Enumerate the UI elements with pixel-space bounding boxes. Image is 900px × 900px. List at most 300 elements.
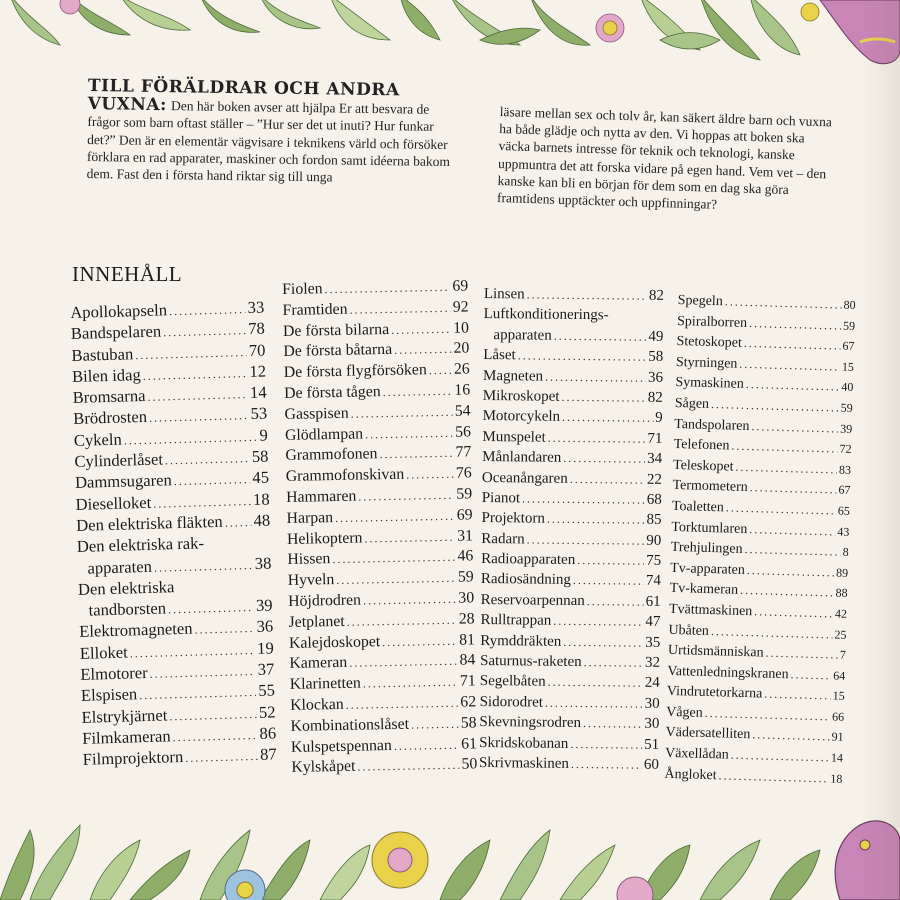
- toc-leader-dots: [350, 402, 453, 425]
- toc-page-number: 9: [655, 410, 663, 427]
- toc-page-number: 89: [835, 565, 849, 580]
- toc-page-number: 43: [837, 524, 850, 539]
- toc-leader-dots: [169, 299, 246, 322]
- toc-entry: [664, 763, 843, 789]
- toc-leader-dots: [570, 734, 642, 755]
- toc-page-number: 69: [452, 277, 469, 295]
- toc-entry-name: Termometern: [672, 478, 748, 496]
- toc-leader-dots: [365, 422, 453, 444]
- toc-leader-dots: [790, 664, 831, 686]
- toc-entry-name: Motorcykeln: [482, 408, 561, 426]
- toc-page-number: 75: [646, 552, 662, 569]
- top-leaves: [10, 0, 800, 60]
- toc-page-number: 14: [830, 750, 844, 765]
- toc-entry: [479, 753, 659, 775]
- toc-entry-name: Glödlampan: [284, 425, 364, 444]
- toc-leader-dots: [364, 526, 455, 549]
- toc-page-number: 36: [647, 369, 664, 386]
- toc-page-number: 14: [249, 382, 267, 403]
- toc-column-4: [664, 290, 856, 789]
- toc-page-number: 82: [647, 389, 663, 406]
- toc-page-number: 91: [831, 729, 844, 745]
- toc-page-number: 80: [843, 297, 856, 312]
- toc-leader-dots: [744, 333, 841, 356]
- toc-entry: [483, 406, 663, 428]
- toc-page-number: 48: [253, 510, 271, 530]
- toc-leader-dots: [553, 611, 643, 632]
- toc-page-number: 68: [646, 491, 662, 508]
- toc-entry-name: Den elektriska fläkten: [75, 511, 223, 535]
- toc-entry: [482, 468, 662, 490]
- toc-page-number: 19: [256, 638, 274, 658]
- toc-leader-dots: [554, 326, 647, 347]
- toc-column-2: [282, 276, 478, 779]
- toc-leader-dots: [548, 672, 643, 693]
- toc-entry: [484, 284, 664, 306]
- toc-entry-name: Helikoptern: [286, 529, 363, 548]
- toc-page-number: 51: [644, 736, 660, 753]
- toc-leader-dots: [747, 560, 835, 583]
- toc-entry: [480, 610, 660, 632]
- toc-entry-name: Trehjulingen: [670, 540, 743, 558]
- toc-leader-dots: [336, 568, 456, 591]
- toc-leader-dots: [382, 630, 457, 652]
- toc-page-number: 78: [247, 318, 266, 339]
- toc-entry-name: Höjdrodren: [288, 591, 362, 610]
- toc-entry-name: Radioapparaten: [481, 551, 576, 569]
- toc-leader-dots: [169, 704, 257, 728]
- toc-entry-name: De första båtarna: [283, 341, 393, 361]
- toc-page-number: 32: [644, 654, 661, 671]
- toc-entry-name: Hissen: [287, 550, 331, 569]
- toc-page-number: 37: [257, 659, 275, 679]
- toc-entry-name: Symaskinen: [675, 375, 745, 393]
- toc-entry-name: Radarn: [481, 530, 525, 548]
- toc-page-number: 77: [455, 443, 472, 462]
- toc-entry-name: Gasspisen: [284, 404, 349, 423]
- toc-entry: [80, 637, 275, 664]
- toc-entry-name: Vindrutetorkarna: [666, 684, 763, 702]
- toc-entry-name: Styrningen: [675, 354, 738, 372]
- toc-leader-dots: [363, 589, 457, 612]
- toc-entry: [481, 569, 661, 591]
- toc-leader-dots: [711, 621, 833, 645]
- toc-entry-name: Projektorn: [481, 510, 545, 527]
- toc-entry-name: Cykeln: [73, 429, 123, 450]
- toc-leader-dots: [335, 505, 455, 528]
- toc-entry-name: Urtidsmänniskan: [667, 642, 764, 661]
- toc-entry: [480, 651, 660, 673]
- toc-entry-name: De första flygförsöken: [283, 361, 427, 382]
- toc-page-number: 15: [832, 688, 845, 704]
- toc-leader-dots: [142, 363, 247, 387]
- intro-right-column: [497, 104, 840, 218]
- toc-entry-name: De första tågen: [284, 383, 381, 402]
- toc-entry-continuation: tandborsten: [88, 598, 167, 620]
- toc-entry: [480, 671, 660, 693]
- toc-page-number: 58: [460, 714, 477, 732]
- toc-page-number: 39: [840, 421, 853, 436]
- toc-leader-dots: [735, 456, 837, 479]
- toc-page-number: 59: [842, 318, 856, 333]
- toc-leader-dots: [749, 313, 842, 336]
- toc-entry-name: Den elektriska rak-: [76, 533, 205, 557]
- toc-page-number: 31: [456, 526, 474, 545]
- toc-entry-name: Jetplanet: [288, 612, 345, 631]
- toc-page-number: 59: [840, 400, 853, 415]
- toc-entry: [481, 529, 661, 551]
- toc-entry-name: Kombinationslåset: [290, 715, 410, 735]
- toc-leader-dots: [584, 652, 644, 673]
- toc-entry-name: Teleskopet: [672, 457, 734, 475]
- toc-page-number: 8: [842, 544, 849, 559]
- toc-leader-dots: [587, 591, 644, 612]
- toc-page-number: 58: [648, 348, 664, 366]
- toc-entry-name: Bilen idag: [71, 364, 141, 386]
- toc-entry: [481, 508, 661, 530]
- toc-entry: [71, 339, 266, 366]
- toc-entry: [479, 733, 659, 755]
- toc-page-number: 26: [453, 360, 470, 378]
- toc-leader-dots: [518, 346, 647, 368]
- toc-page-number: 56: [454, 422, 472, 441]
- toc-entry-name: Grammofonen: [285, 445, 378, 465]
- toc-page-number: 46: [457, 547, 474, 566]
- toc-page-number: 38: [254, 553, 272, 573]
- toc-page-number: 60: [643, 756, 660, 773]
- toc-leader-dots: [527, 529, 645, 551]
- toc-entry-continuation: apparaten: [493, 326, 552, 344]
- top-floral-border: [0, 0, 900, 75]
- toc-entry-name: Elektromagneten: [78, 619, 193, 642]
- toc-leader-dots: [429, 360, 453, 381]
- toc-leader-dots: [725, 291, 842, 315]
- toc-entry-name: Sidorodret: [479, 693, 544, 711]
- toc-page-number: 83: [838, 462, 852, 477]
- toc-leader-dots: [561, 387, 646, 408]
- toc-entry-name: Kulspetspennan: [290, 736, 393, 756]
- toc-leader-dots: [363, 672, 459, 695]
- toc-page-number: 33: [247, 297, 265, 318]
- toc-leader-dots: [379, 443, 453, 465]
- toc-page-number: 20: [453, 339, 470, 358]
- top-flower-1: [596, 14, 624, 42]
- toc-page-number: 59: [456, 485, 473, 503]
- toc-entry-name: Hyveln: [287, 571, 335, 590]
- toc-leader-dots: [570, 468, 645, 489]
- toc-entry-name: Elstrykjärnet: [81, 705, 168, 727]
- toc-entry-name: Klarinetten: [289, 674, 361, 694]
- toc-entry: [80, 658, 275, 685]
- toc-page-number: 81: [458, 630, 476, 649]
- toc-leader-dots: [704, 703, 830, 727]
- toc-leader-dots: [765, 643, 838, 666]
- toc-entry-name: Elmotorer: [80, 663, 148, 684]
- toc-leader-dots: [740, 580, 834, 603]
- toc-page-number: 92: [452, 298, 469, 316]
- toc-leader-dots: [172, 725, 257, 749]
- toc-page-number: 18: [252, 489, 270, 509]
- bottom-flower-yellow: [372, 832, 428, 888]
- intro-left-text: Den här boken avser att hjälpa Er att besvara de frågor som barn oftast ställer – ”Hur ser det ut inuti? Hur funkar det?” Den är en elementär vägvisare i teknikens värld och försöker förklara en rad apparater, maskiner och fordon samt idéerna bakom dem. Fast den i första hand riktar sig till unga: [86, 98, 451, 185]
- toc-leader-dots: [332, 547, 456, 570]
- toc-leader-dots: [573, 570, 644, 591]
- toc-entry: [82, 722, 277, 749]
- toc-leader-dots: [739, 354, 840, 377]
- toc-entry-name: Telefonen: [673, 437, 730, 454]
- toc-leader-dots: [545, 692, 643, 713]
- toc-entry: [479, 712, 659, 734]
- toc-entry-name: Harpan: [286, 508, 334, 527]
- toc-page-number: 66: [831, 709, 845, 724]
- toc-leader-dots: [744, 539, 841, 562]
- toc-page-number: 70: [248, 340, 266, 360]
- toc-entry-name: Tvättmaskinen: [668, 601, 753, 620]
- toc-page-number: 71: [459, 672, 476, 690]
- toc-entry-name: Fiolen: [282, 280, 323, 298]
- toc-leader-dots: [726, 497, 837, 521]
- toc-page-number: 64: [833, 668, 846, 683]
- toc-page-number: 36: [256, 616, 274, 637]
- bottom-flower-pink: [617, 877, 653, 900]
- toc-leader-dots: [751, 416, 838, 439]
- toc-page-number: 59: [457, 568, 474, 586]
- toc-leader-dots: [349, 651, 458, 674]
- toc-entry-name: Kameran: [289, 654, 348, 673]
- toc-entry: [483, 325, 663, 347]
- toc-leader-dots: [165, 448, 250, 472]
- toc-entry: [72, 382, 267, 409]
- toc-leader-dots: [394, 734, 460, 756]
- toc-page-number: 16: [454, 381, 471, 399]
- toc-entry-name: Dieselloket: [75, 492, 152, 514]
- toc-page-number: 7: [839, 647, 847, 662]
- toc-entry-name: Klockan: [290, 695, 344, 714]
- toc-entry: [481, 590, 661, 612]
- toc-entry-name: Vädersatelliten: [665, 725, 751, 743]
- toc-leader-dots: [752, 725, 830, 748]
- toc-page-number: 18: [830, 771, 843, 786]
- toc-leader-dots: [571, 754, 642, 775]
- toc-page-number: 87: [259, 744, 277, 765]
- toc-leader-dots: [224, 512, 251, 534]
- toc-entry-name: Bromsarna: [72, 386, 146, 408]
- toc-entry: [483, 366, 663, 388]
- toc-leader-dots: [349, 298, 451, 321]
- toc-entry-name: Kalejdoskopet: [288, 632, 381, 652]
- toc-leader-dots: [527, 284, 647, 306]
- toc-entry-name: Reservoarpennan: [480, 591, 585, 609]
- toc-leader-dots: [730, 745, 829, 768]
- toc-page-number: 58: [251, 446, 269, 467]
- toc-leader-dots: [548, 427, 646, 448]
- toc-entry: [81, 701, 276, 728]
- toc-entry-name: Toaletten: [671, 498, 725, 516]
- toc-leader-dots: [746, 374, 840, 397]
- toc-page-number: 34: [647, 450, 663, 467]
- toc-entry-name: Linsen: [483, 285, 525, 303]
- toc-entry: [480, 692, 660, 714]
- toc-entry: [72, 360, 267, 387]
- toc-entry-name: Filmkameran: [81, 726, 171, 748]
- toc-leader-dots: [324, 277, 450, 300]
- toc-leader-dots: [749, 477, 836, 500]
- toc-entry-name: Tv-kameran: [669, 581, 739, 599]
- toc-page-number: 90: [646, 532, 662, 549]
- toc-entry-name: Stetoskopet: [676, 334, 743, 351]
- toc-leader-dots: [731, 436, 838, 460]
- toc-page-number: 15: [841, 359, 855, 374]
- toc-entry-name: Växellådan: [664, 745, 729, 763]
- toc-entry-name: Sågen: [674, 395, 710, 412]
- toc-leader-dots: [163, 320, 247, 344]
- toc-entry-name: Elspisen: [80, 684, 138, 706]
- toc-leader-dots: [711, 394, 839, 418]
- toc-entry: [77, 552, 272, 579]
- toc-entry-name: Låset: [483, 347, 516, 364]
- toc-leader-dots: [149, 406, 249, 430]
- toc-page-number: 69: [456, 506, 473, 524]
- toc-entry-name: Rymddräkten: [480, 632, 562, 650]
- toc-entry-name: Månlandaren: [482, 449, 562, 466]
- toc-entry-name: Mikroskopet: [482, 387, 560, 405]
- toc-entry-name: Tandspolaren: [674, 416, 750, 434]
- toc-page-number: 53: [250, 404, 268, 424]
- toc-page-number: 30: [644, 715, 660, 733]
- toc-leader-dots: [411, 713, 459, 735]
- toc-page-number: 28: [458, 610, 475, 628]
- toc-page-number: 35: [645, 634, 661, 651]
- toc-leader-dots: [194, 618, 255, 641]
- toc-entry-name: Vågen: [665, 704, 703, 721]
- toc-page-number: 85: [646, 512, 662, 529]
- page-edge-shadow: [860, 0, 900, 900]
- toc-page-number: 24: [644, 675, 660, 692]
- toc-entry: [74, 424, 269, 451]
- toc-column-1: [70, 297, 277, 771]
- toc-page-number: 47: [645, 613, 661, 631]
- toc-leader-dots: [563, 631, 643, 652]
- toc-entry-name: Pianot: [481, 489, 521, 507]
- toc-entry-name: Kylskåpet: [291, 758, 356, 777]
- toc-page-number: 65: [837, 503, 851, 518]
- toc-entry-name: Ubåten: [668, 622, 710, 639]
- toc-entry: [79, 616, 274, 643]
- toc-leader-dots: [406, 464, 454, 486]
- toc-page-number: 42: [834, 606, 848, 621]
- toc-page-number: 86: [259, 723, 277, 743]
- toc-entry-name: Grammofonskivan: [285, 465, 405, 486]
- toc-page-number: 82: [648, 287, 664, 304]
- toc-entry: [73, 403, 268, 430]
- toc-leader-dots: [382, 381, 452, 403]
- intro-heading: TILL FÖRÄLDRAR OCH ANDRA VUXNA:: [87, 76, 400, 116]
- toc-leader-dots: [545, 366, 646, 387]
- toc-entry-name: Framtiden: [282, 300, 348, 319]
- toc-page-number: 76: [455, 464, 472, 482]
- toc-entry-name: Apollokapseln: [70, 300, 168, 322]
- toc-leader-dots: [718, 765, 828, 789]
- toc-entry: [71, 318, 266, 345]
- toc-entry: [483, 345, 663, 367]
- toc-entry-name: Ångloket: [664, 766, 717, 783]
- toc-leader-dots: [563, 448, 645, 469]
- toc-page-number: 25: [834, 627, 847, 642]
- toc-leader-dots: [754, 601, 833, 624]
- toc-entry: [482, 427, 662, 449]
- toc-leader-dots: [357, 755, 460, 778]
- toc-entry: [81, 680, 276, 707]
- toc-entry: [482, 447, 662, 469]
- toc-entry: [82, 744, 277, 771]
- toc-leader-dots: [147, 384, 248, 408]
- toc-entry: [78, 595, 273, 622]
- toc-page-number: 62: [460, 693, 477, 711]
- toc-entry-name: Saturnus-raketen: [479, 653, 582, 671]
- toc-page-number: 61: [460, 734, 478, 753]
- toc-entry-name: Spegeln: [677, 292, 724, 310]
- toc-page-number: 52: [258, 702, 276, 722]
- bottom-floral-border: [0, 790, 900, 900]
- toc-entry-name: Tv-apparaten: [670, 560, 746, 578]
- toc-entry-name: Bandspelaren: [70, 321, 162, 344]
- toc-entry-name: Segelbåten: [479, 673, 546, 691]
- toc-leader-dots: [149, 661, 256, 685]
- toc-entry-name: Munspelet: [482, 428, 546, 446]
- toc-page-number: 30: [458, 589, 475, 607]
- toc-entry-name: Den elektriska: [77, 577, 175, 599]
- toc-leader-dots: [391, 318, 451, 340]
- toc-entry: [483, 386, 663, 408]
- toc-page-number: 55: [258, 680, 276, 701]
- toc-entry: [74, 446, 269, 473]
- toc-leader-dots: [174, 469, 251, 492]
- toc-entry-name: Cylinderlåset: [74, 449, 164, 472]
- toc-entry-name: Bastuban: [71, 343, 134, 365]
- toc-leader-dots: [394, 339, 452, 361]
- toc-entry: [482, 488, 662, 510]
- toc-entry-name: Filmprojektorn: [82, 747, 184, 770]
- toc-leader-dots: [185, 746, 258, 769]
- toc-entry-name: Dammsugaren: [74, 470, 173, 493]
- toc-leader-dots: [749, 519, 836, 542]
- toc-entry-name: Rulltrappan: [480, 612, 552, 629]
- toc-page-number: 61: [645, 593, 661, 610]
- toc-page-number: 12: [249, 361, 267, 381]
- toc-leader-dots: [577, 550, 644, 571]
- toc-entry-name: Oceanångaren: [481, 469, 568, 487]
- toc-page-number: 54: [454, 402, 471, 420]
- toc-page-number: 39: [255, 595, 273, 616]
- toc-page-number: 30: [644, 695, 660, 712]
- toc-entry-name: Spiralborren: [676, 313, 748, 331]
- toc-leader-dots: [764, 684, 831, 706]
- toc-page-number: 10: [452, 319, 470, 337]
- toc-entry-continuation: apparaten: [87, 556, 153, 578]
- toc-entry-name: Magneten: [482, 367, 544, 385]
- toc-entry-name: Skevningsrodren: [479, 714, 582, 732]
- toc-entry: [75, 488, 270, 515]
- toc-leader-dots: [522, 488, 645, 510]
- toc-leader-dots: [168, 597, 255, 621]
- toc-page-number: 72: [839, 441, 852, 457]
- toc-entry-name: Torktumlaren: [671, 519, 748, 537]
- toc-entry: [70, 297, 265, 324]
- toc-entry: [291, 755, 477, 779]
- toc-leader-dots: [347, 609, 457, 632]
- toc-page-number: 71: [647, 430, 663, 447]
- toc-entry-name: Skridskobanan: [479, 734, 569, 752]
